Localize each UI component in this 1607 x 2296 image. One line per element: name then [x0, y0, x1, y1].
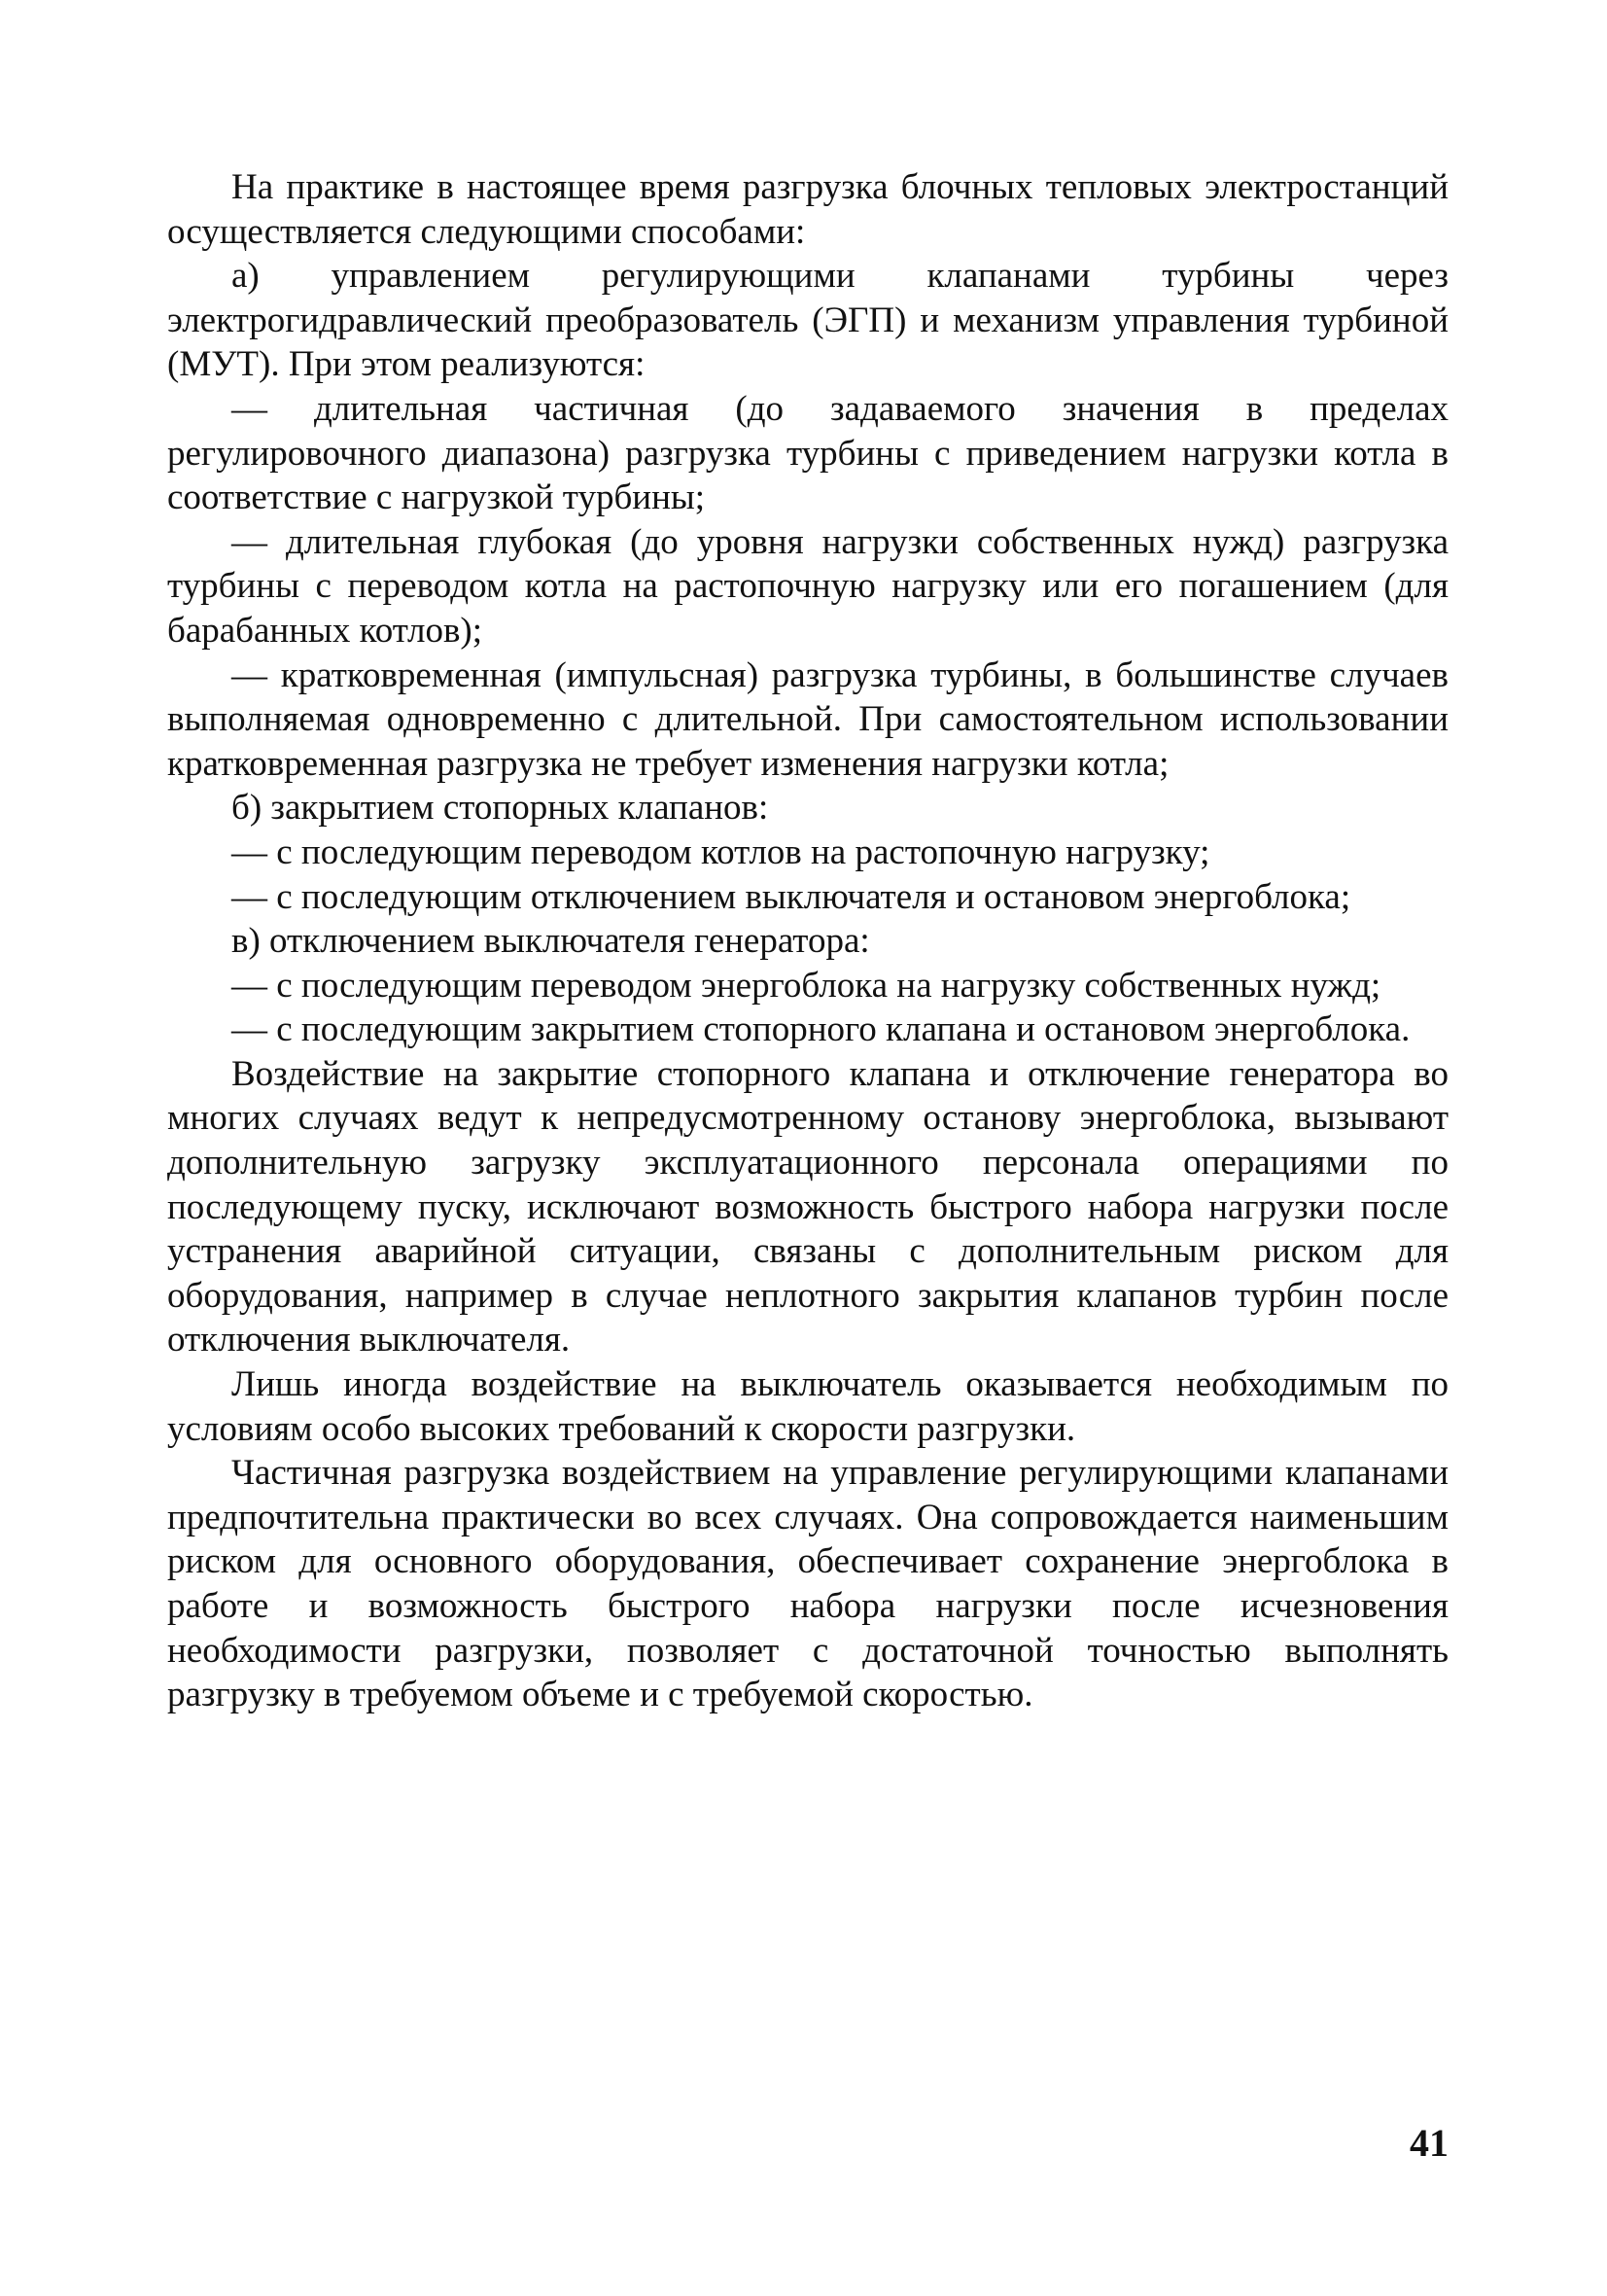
paragraph-dash-a2: — длительная глубокая (до уровня нагрузки собственных нужд) разгрузка турбины с переводом котла на растопочную нагрузку или его погашением (для барабанных котлов); [167, 521, 1449, 651]
paragraph-dash-c2: — с последующим закрытием стопорного клапана и остановом энергоблока. [231, 1009, 1411, 1050]
paragraph-item-b: б) закрытием стопорных клапанов: [231, 788, 769, 829]
page-number: 41 [1410, 2121, 1449, 2165]
paragraph-dash-c1: — с последующим переводом энергоблока на нагрузку собственных нужд; [231, 965, 1381, 1006]
paragraph-dash-a3: — кратковременная (импульсная) разгрузка турбины, в большинстве случаев выполняемая одновременно с длительной. При самостоятельном использовании кратковременная разгрузка не требует изменения нагрузки котла; [167, 654, 1449, 784]
paragraph-stop-valve-impact: Воздействие на закрытие стопорного клапана и отключение генератора во многих случаях ведут к непредусмотренному останову энергоблока, вызывают дополнительную загрузку эксплуатационного персонала операциями по последующему пуску, исключают возможность быстрого набора нагрузки после устранения аварийной ситуации, связаны с дополнительным риском для оборудования, например в случае неплотного закрытия клапанов турбин после отключения выключателя. [167, 1053, 1449, 1360]
paragraph-breaker-rare: Лишь иногда воздействие на выключатель оказывается необходимым по условиям особо высоких требований к скорости разгрузки. [167, 1364, 1449, 1449]
paragraph-dash-b2: — с последующим отключением выключателя и остановом энергоблока; [231, 876, 1351, 917]
paragraph-intro: На практике в настоящее время разгрузка блочных тепловых электростанций осуществляется следующими способами: [167, 167, 1449, 252]
paragraph-item-c: в) отключением выключателя генератора: [231, 921, 870, 962]
paragraph-dash-a1: — длительная частичная (до задаваемого значения в пределах регулировочного диапазона) разгрузка турбины с приведением нагрузки котла в соответствие с нагрузкой турбины; [167, 388, 1449, 518]
paragraph-item-a: а) управлением регулирующими клапанами турбины через электрогидравлический преобразователь (ЭГП) и механизм управления турбиной (МУТ). При этом реализуются: [167, 256, 1449, 385]
paragraph-partial-unloading: Частичная разгрузка воздействием на управление регулирующими клапанами предпочтительна практически во всех случаях. Она сопровождается наименьшим риском для основного оборудования, обеспечивает сохранение энергоблока в работе и возможность быстрого набора нагрузки после исчезновения необходимости разгрузки, позволяет с достаточной точностью выполнять разгрузку в требуемом объеме и с требуемой скоростью. [167, 1453, 1449, 1715]
paragraph-dash-b1: — с последующим переводом котлов на растопочную нагрузку; [231, 831, 1210, 872]
body-text [167, 165, 1449, 1717]
